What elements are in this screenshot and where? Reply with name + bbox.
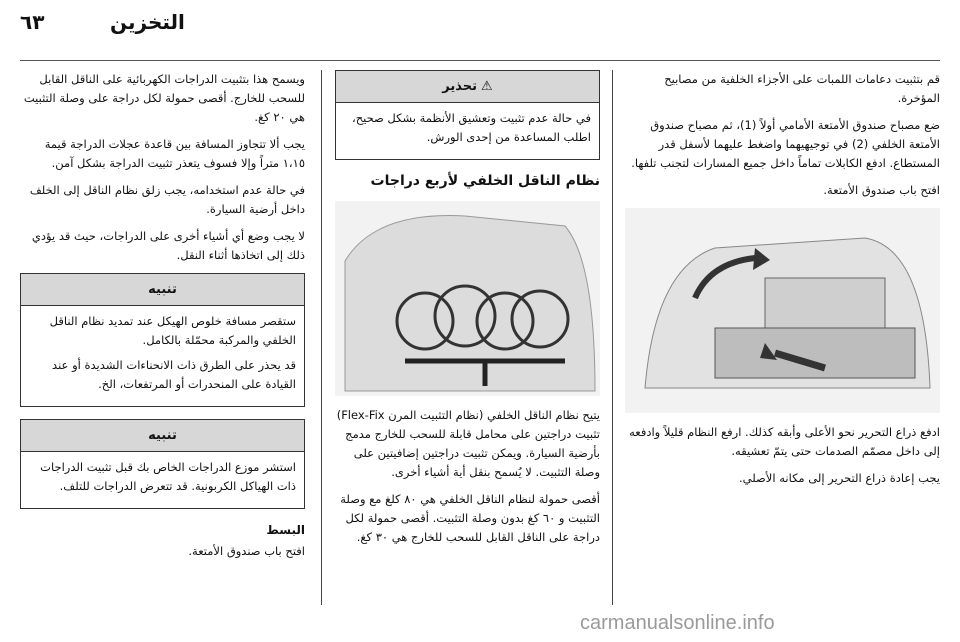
left-paragraph-3: في حالة عدم استخدامه، يجب زلق نظام الناقل إلى الخلف داخل أرضية السيارة. (29, 183, 305, 216)
right-paragraph-4: ادفع ذراع التحرير نحو الأعلى وأبقه كذلك. ارفع النظام قليلاً وادفعه إلى داخل مصمّم الصدمات حتى يتمّ تعشيقه. (629, 425, 940, 458)
bike-carrier-drawing (335, 201, 600, 396)
page-number: ٦٣ (20, 10, 45, 34)
warning-text: في حالة عدم تثبيت وتعشيق الأنظمة بشكل صحيح، اطلب المساعدة من إحدى الورش. (351, 111, 591, 144)
note-1-text-1: ستقصر مسافة خلوص الهيكل عند تمديد نظام الناقل الخلفي والمركبة محمّلة بالكامل. (49, 314, 296, 347)
subsection-heading: البسط (266, 523, 305, 537)
subsection-text: افتح باب صندوق الأمتعة. (188, 544, 305, 558)
warning-header (336, 71, 599, 103)
middle-paragraph-2: أقصى حمولة لنظام الناقل الخلفي هي ٨٠ كلغ مع وصلة التثبيت و ٦٠ كغ بدون وصلة التثبيت. أقصى حمولة لكل دراجة على الناقل القابل للسحب للخارج هي ٣٠ كغ. (340, 492, 600, 544)
left-paragraph-4: لا يجب وضع أي أشياء أخرى على الدراجات، حيث قد يؤدي ذلك إلى اتخاذها أثناء النقل. (31, 229, 305, 262)
column-divider-right (612, 70, 613, 605)
watermark: carmanualsonline.info (580, 612, 775, 634)
note-box-1 (20, 273, 305, 407)
tailgate-illustration (625, 208, 940, 413)
note-box-2 (20, 419, 305, 509)
right-paragraph-2: ضع مصباح صندوق الأمتعة الأمامي أولاً (1)، ثم مصباح صندوق الأمتعة الخلفي (2) في توجيهيهما واضغط عليهما لأسفل قدر المستطاع. ادفع الكابلات تماماً داخل جميع المسارات لتجنب تلفها. (631, 118, 940, 170)
note-1-text-2: قد يحذر على الطرق ذات الانحناءات الشديدة أو عند القيادة على المنحدرات أو المرتفعات، الخ. (52, 358, 296, 391)
note-2-title: تنبيه (21, 420, 304, 452)
middle-column (335, 70, 600, 555)
right-paragraph-3: افتح باب صندوق الأمتعة. (823, 183, 940, 197)
note-2-text-1: استشر موزع الدراجات الخاص بك قبل تثبيت الدراجات ذات الهياكل الكربونية. قد تتعرض الدراجات للتلف. (40, 460, 296, 493)
section-heading: نظام الناقل الخلفي لأربع دراجات (370, 173, 600, 189)
header-rule (20, 60, 940, 61)
note-1-title: تنبيه (21, 274, 304, 306)
right-paragraph-5: يجب إعادة ذراع التحرير إلى مكانه الأصلي. (738, 471, 940, 485)
left-column (20, 70, 305, 569)
right-paragraph-1: قم بتثبيت دعامات اللمبات على الأجزاء الخلفية من مصابيح المؤخرة. (664, 72, 940, 105)
right-column (625, 70, 940, 496)
column-divider-left (321, 70, 322, 605)
middle-paragraph-1: يتيح نظام الناقل الخلفي (نظام التثبيت المرن Flex-Fix) تثبيت دراجتين على محامل قابلة للسحب للخارج مدمج بأرضية السيارة. ويمكن تثبيت دراجتين إضافيتين على وصلة التثبيت. لا يُسمح بنقل أية أشياء أخرى. (336, 408, 600, 479)
bike-carrier-illustration (335, 201, 600, 396)
left-paragraph-1: ويسمح هذا بتثبيت الدراجات الكهربائية على الناقل القابل للسحب للخارج. أقصى حمولة لكل دراجة على وصلة التثبيت هي ٢٠ كغ. (23, 72, 305, 124)
warning-box (335, 70, 600, 160)
left-paragraph-2: يجب ألا تتجاوز المسافة بين قاعدة عجلات الدراجة قيمة ١،١٥ متراً وإلا فسوف يتعذر تثبيت الدراجة بشكل آمن. (44, 137, 305, 170)
tailgate-drawing (625, 208, 940, 413)
warning-title: تحذير (442, 79, 478, 94)
page-title: التخزين (110, 10, 185, 34)
page-header (0, 0, 960, 58)
warning-icon: ⚠ (481, 79, 493, 94)
